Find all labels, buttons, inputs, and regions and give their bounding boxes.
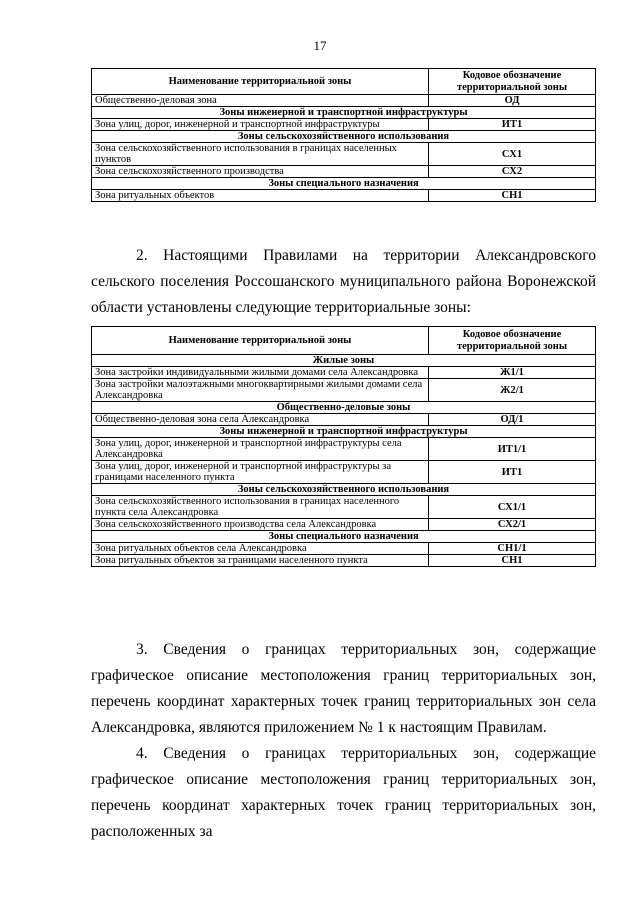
zone-name-cell: Зона улиц, дорог, инженерной и транспортной инфраструктуры села Александровка [92,438,429,461]
zone-code-cell: ОД/1 [429,414,596,426]
paragraph-4-text: 4. Сведения о границах территориальных зон, содержащие графическое описание местоположения границ территориальных зон, перечень координат характерных точек границ территориальных зон, расположенных за [91,745,596,840]
table-row [92,190,596,202]
table-row [92,414,596,426]
group-title: Зоны специального назначения [92,531,596,543]
table-header-row [92,327,596,355]
zone-code-cell: Ж2/1 [429,379,596,402]
group-title: Зоны сельскохозяйственного использования [92,131,596,143]
zone-name-cell: Зона застройки малоэтажными многоквартирными жилыми домами села Александровка [92,379,429,402]
zone-code-cell: СХ2 [429,166,596,178]
paragraph-4 [91,741,596,845]
table-row [92,119,596,131]
group-title: Зоны сельскохозяйственного использования [92,484,596,496]
zone-code-cell: ОД [429,95,596,107]
table-group-row [92,107,596,119]
table-body [92,355,596,567]
table-row [92,555,596,567]
zone-name-cell: Зона ритуальных объектов [92,190,429,202]
zone-name-cell: Общественно-деловая зона села Александровка [92,414,429,426]
table-row [92,519,596,531]
table-row [92,461,596,484]
zone-name-cell: Зона застройки индивидуальными жилыми домами села Александровка [92,367,429,379]
paragraph-3: 3. Сведения о границах территориальных зон, содержащие графическое описание местоположения границ территориальных зон, перечень координат характерных точек границ территориальных зон села Александровка, являются приложением № 1 к настоящим Правилам. [91,641,596,736]
table-group-row [92,178,596,190]
page-number: 17 [313,38,327,53]
table-group-row [92,484,596,496]
table-row [92,95,596,107]
column-header-name: Наименование территориальной зоны [92,69,429,95]
zone-name-cell: Зона сельскохозяйственного использования в границах населенных пунктов [92,143,429,166]
table-body [92,95,596,202]
table-row [92,438,596,461]
column-header-code: Кодовое обозначение территориальной зоны [429,327,596,355]
zone-code-cell: Ж1/1 [429,367,596,379]
table-row [92,379,596,402]
table-group-row [92,402,596,414]
table-row [92,496,596,519]
zone-name-cell: Зона улиц, дорог, инженерной и транспортной инфраструктуры за границами населенного пункта [92,461,429,484]
zone-name-cell: Зона сельскохозяйственного производства села Александровка [92,519,429,531]
column-header-name: Наименование территориальной зоны [92,327,429,355]
column-header-code: Кодовое обозначение территориальной зоны [429,69,596,95]
zone-name-cell: Зона сельскохозяйственного производства [92,166,429,178]
zone-code-cell: СХ2/1 [429,519,596,531]
paragraph-2: 2. Настоящими Правилами на территории Александровского сельского поселения Россошанского муниципального района Воронежской области установлены следующие территориальные зоны: [91,247,596,316]
zone-name-cell: Зона ритуальных объектов за границами населенного пункта [92,555,429,567]
table-group-row [92,426,596,438]
table-group-row [92,355,596,367]
zone-code-cell: СХ1 [429,143,596,166]
table-row [92,143,596,166]
group-title: Зоны инженерной и транспортной инфраструктуры [92,426,596,438]
zones-table-1 [91,68,596,202]
group-title: Зоны специального назначения [92,178,596,190]
table-row [92,367,596,379]
table-row [92,166,596,178]
zones-table-2 [91,326,596,567]
table-group-row [92,531,596,543]
zone-code-cell: ИТ1 [429,461,596,484]
group-title: Зоны инженерной и транспортной инфраструктуры [92,107,596,119]
zone-name-cell: Зона ритуальных объектов села Александровка [92,543,429,555]
zone-name-cell: Зона сельскохозяйственного использования в границах населенного пункта села Александровка [92,496,429,519]
table-header-row [92,69,596,95]
zone-code-cell: СН1 [429,190,596,202]
zone-code-cell: СХ1/1 [429,496,596,519]
table-group-row [92,131,596,143]
zone-code-cell: СН1 [429,555,596,567]
group-title: Общественно-деловые зоны [92,402,596,414]
zone-code-cell: ИТ1/1 [429,438,596,461]
zone-name-cell: Общественно-деловая зона [92,95,429,107]
zone-code-cell: ИТ1 [429,119,596,131]
zone-name-cell: Зона улиц, дорог, инженерной и транспортной инфраструктуры [92,119,429,131]
zone-code-cell: СН1/1 [429,543,596,555]
table-row [92,543,596,555]
group-title: Жилые зоны [92,355,596,367]
